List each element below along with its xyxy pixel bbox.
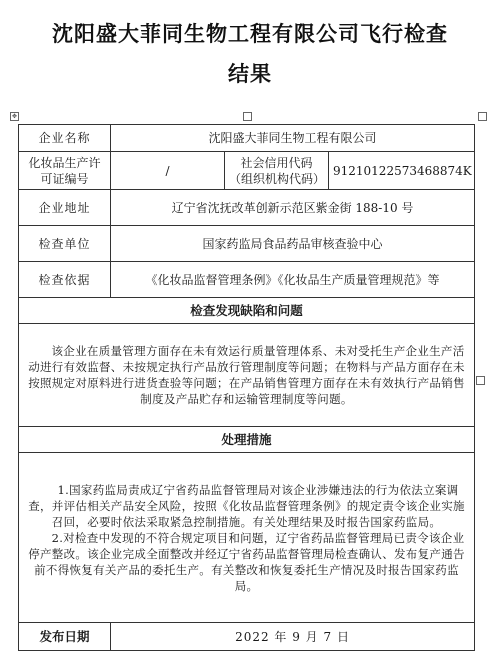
table-row bbox=[19, 453, 475, 623]
table-move-handle-icon[interactable]: ✥ bbox=[11, 113, 18, 120]
address-label: 企业地址 bbox=[19, 190, 111, 226]
publish-date-value: 2022 年 9 月 7 日 bbox=[111, 623, 475, 651]
inspection-unit-value: 国家药监局食品药品审核查验中心 bbox=[111, 226, 475, 262]
license-number-label: 化妆品生产许可证编号 bbox=[19, 152, 111, 190]
inspection-unit-label: 检查单位 bbox=[19, 226, 111, 262]
inspection-basis-label: 检查依据 bbox=[19, 262, 111, 298]
table-row bbox=[19, 190, 475, 226]
document-title-line-2: 结果 bbox=[228, 62, 272, 86]
table-row bbox=[19, 262, 475, 298]
document-title-line-1: 沈阳盛大菲同生物工程有限公司飞行检查 bbox=[52, 22, 448, 46]
table-row bbox=[19, 324, 475, 427]
table-row bbox=[19, 152, 475, 190]
publish-date-label: 发布日期 bbox=[19, 623, 111, 651]
credit-code-value: 91210122573468874K bbox=[329, 152, 475, 190]
company-name-value: 沈阳盛大菲同生物工程有限公司 bbox=[111, 125, 475, 152]
inspection-result-table bbox=[18, 124, 475, 651]
measures-paragraph-1: 1.国家药监局责成辽宁省药品监督管理局对该企业涉嫌违法的行为依法立案调查，并评估相关产品安全风险，按照《化妆品监督管理条例》的规定责令该企业实施召回，必要时依法采取紧急控制措施。有关处理结果及时报告国家药监局。 bbox=[28, 482, 465, 529]
problems-text: 该企业在质量管理方面存在未有效运行质量管理体系、未对受托生产企业生产活动进行有效监督、未按规定执行产品放行管理制度等问题；在物料与产品方面存在未按照规定对原料进行进货查验等问题；在产品销售管理方面存在未有效执行产品销售制度及产品贮存和运输管理制度等问题。 bbox=[28, 344, 465, 406]
table-row bbox=[19, 226, 475, 262]
license-number-value: / bbox=[111, 152, 225, 190]
table-row bbox=[19, 427, 475, 453]
table-top-resize-handle-icon[interactable] bbox=[243, 112, 252, 121]
table-row bbox=[19, 125, 475, 152]
inspection-basis-value: 《化妆品监督管理条例》《化妆品生产质量管理规范》等 bbox=[111, 262, 475, 298]
measures-section-header: 处理措施 bbox=[19, 427, 475, 453]
measures-paragraph-2: 2.对检查中发现的不符合规定项目和问题，辽宁省药品监督管理局已责令该企业停产整改。该企业完成全面整改并经辽宁省药品监督管理局检查确认、发布复产通告前不得恢复有关产品的委托生产。有关整改和恢复委托生产情况及时报告国家药监局。 bbox=[28, 530, 465, 593]
table-row bbox=[19, 623, 475, 651]
credit-code-label: 社会信用代码（组织机构代码） bbox=[225, 152, 329, 190]
problems-section-header: 检查发现缺陷和问题 bbox=[19, 298, 475, 324]
address-value: 辽宁省沈抚改革创新示范区紫金街 188-10 号 bbox=[111, 190, 475, 226]
table-row bbox=[19, 298, 475, 324]
table-right-resize-handle-icon[interactable] bbox=[476, 376, 485, 385]
company-name-label: 企业名称 bbox=[19, 125, 111, 152]
table-corner-resize-handle-icon[interactable] bbox=[478, 112, 487, 121]
